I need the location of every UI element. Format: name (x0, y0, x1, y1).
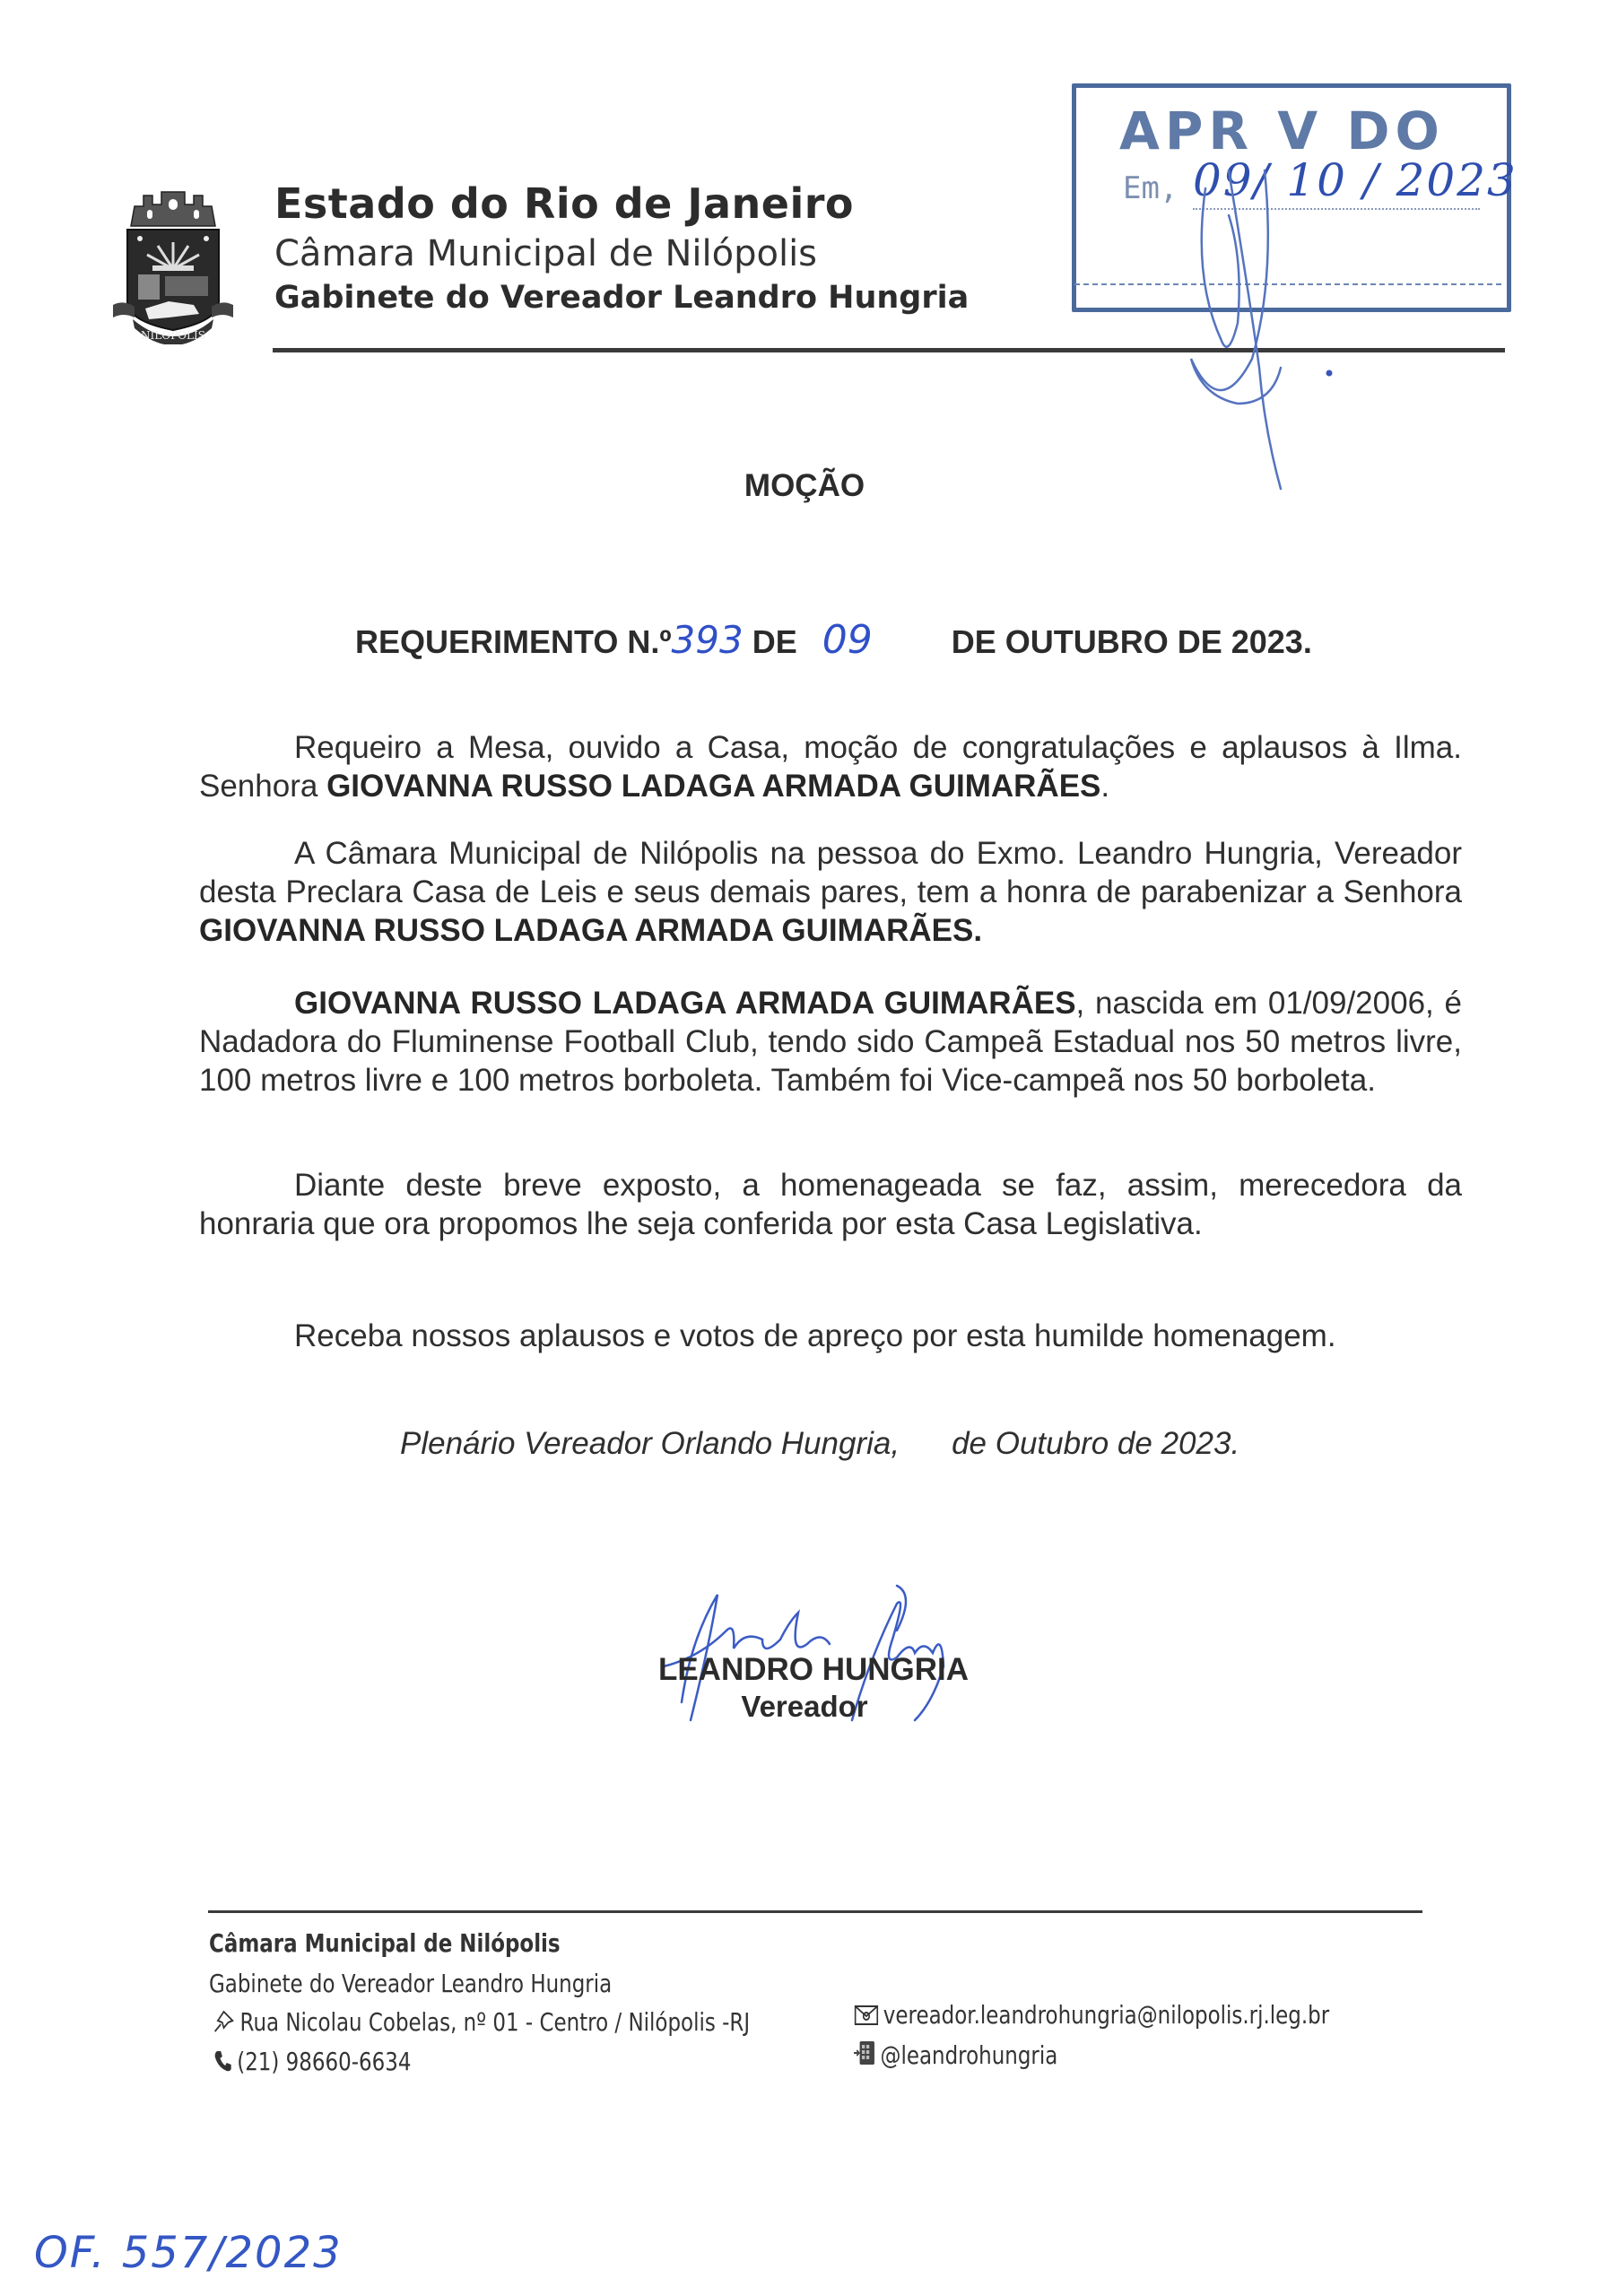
honoree-name: GIOVANNA RUSSO LADAGA ARMADA GUIMARÃES. (199, 913, 983, 948)
document-title: MOÇÃO (744, 468, 865, 503)
envelope-icon (854, 2003, 879, 2032)
place-and-date (400, 1426, 1239, 1462)
paragraph-text: A Câmara Municipal de Nilópolis na pessoa do Exmo. Leandro Hungria, Vereador desta Preclara Casa de Leis e seus demais pares, tem a honra de parabenizar a Senhora (199, 836, 1462, 909)
footer-office: Gabinete do Vereador Leandro Hungria (209, 1969, 613, 1998)
footer-address (213, 2007, 750, 2039)
paragraph-request (199, 728, 1462, 805)
stamp-date-handwritten: 09/ 10 / 2023 (1193, 154, 1518, 206)
pushpin-icon (213, 2008, 236, 2039)
footer-divider (208, 1910, 1422, 1913)
footer-address-text: Rua Nicolau Cobelas, nº 01 - Centro / Nilópolis -RJ (239, 2007, 751, 2037)
footer-email (854, 2000, 1329, 2032)
paragraph-text: Receba nossos aplausos e votos de apreço por esta humilde homenagem. (294, 1318, 1336, 1353)
footer-social-text: @leandrohungria (880, 2040, 1058, 2070)
signatory-name: LEANDRO HUNGRIA (657, 1652, 970, 1687)
phone-icon (213, 2049, 232, 2079)
paragraph-text: . (1100, 769, 1110, 804)
header-office: Gabinete do Vereador Leandro Hungria (274, 280, 970, 316)
stamp-date-prefix: Em, (1123, 170, 1178, 206)
header-state: Estado do Rio de Janeiro (274, 179, 855, 228)
date-label: de Outubro de 2023. (952, 1426, 1240, 1461)
request-prefix: REQUERIMENTO N.º (355, 623, 672, 660)
request-day-handwritten: 09 (822, 617, 873, 663)
request-number-handwritten: 393 (671, 618, 744, 662)
footer-email-text: vereador.leandrohungria@nilopolis.rj.leg.br (883, 2000, 1330, 2030)
svg-text:NILOPOLIS: NILOPOLIS (141, 329, 205, 342)
honoree-name: GIOVANNA RUSSO LADAGA ARMADA GUIMARÃES (294, 986, 1076, 1021)
footer-social (854, 2039, 1057, 2073)
request-de-label: DE (752, 623, 797, 660)
stamp-title: APR V DO (1119, 100, 1445, 161)
footer-phone-text: (21) 98660-6634 (237, 2047, 412, 2076)
paragraph-merit (199, 1166, 1462, 1243)
approval-initials-scribble (1166, 135, 1363, 502)
header-chamber: Câmara Municipal de Nilópolis (274, 233, 818, 274)
request-suffix: DE OUTUBRO DE 2023. (951, 623, 1312, 660)
paragraph-text: Requeiro a Mesa, ouvido a Casa, moção de congratulações e aplausos à Ilma. Senhora (199, 730, 1462, 804)
place-label: Plenário Vereador Orlando Hungria, (400, 1426, 900, 1461)
paragraph-text: , nascida em 01/09/2006, é Nadadora do Fluminense Football Club, tendo sido Campeã Estadual nos 50 metros livre, 100 metros livre e 100 metros borboleta. Também foi Vice-campeã nos 50 borboleta. (199, 986, 1462, 1098)
footer-organization: Câmara Municipal de Nilópolis (209, 1928, 561, 1958)
paragraph-congratulation (199, 834, 1462, 950)
footer-phone (213, 2047, 411, 2079)
paragraph-closing (199, 1317, 1462, 1355)
municipal-crest-logo (106, 187, 240, 344)
paragraph-achievements (199, 984, 1462, 1100)
honoree-name: GIOVANNA RUSSO LADAGA ARMADA GUIMARÃES (326, 769, 1101, 804)
mobile-app-icon (854, 2039, 876, 2073)
paragraph-text: Diante deste breve exposto, a homenageada se faz, assim, merecedora da honraria que ora propomos lhe seja conferida por esta Casa Legislativa. (199, 1168, 1462, 1241)
signatory-role: Vereador (741, 1690, 868, 1723)
office-reference-handwritten: OF. 557/2023 (34, 2228, 343, 2278)
request-number-line (355, 617, 1312, 663)
